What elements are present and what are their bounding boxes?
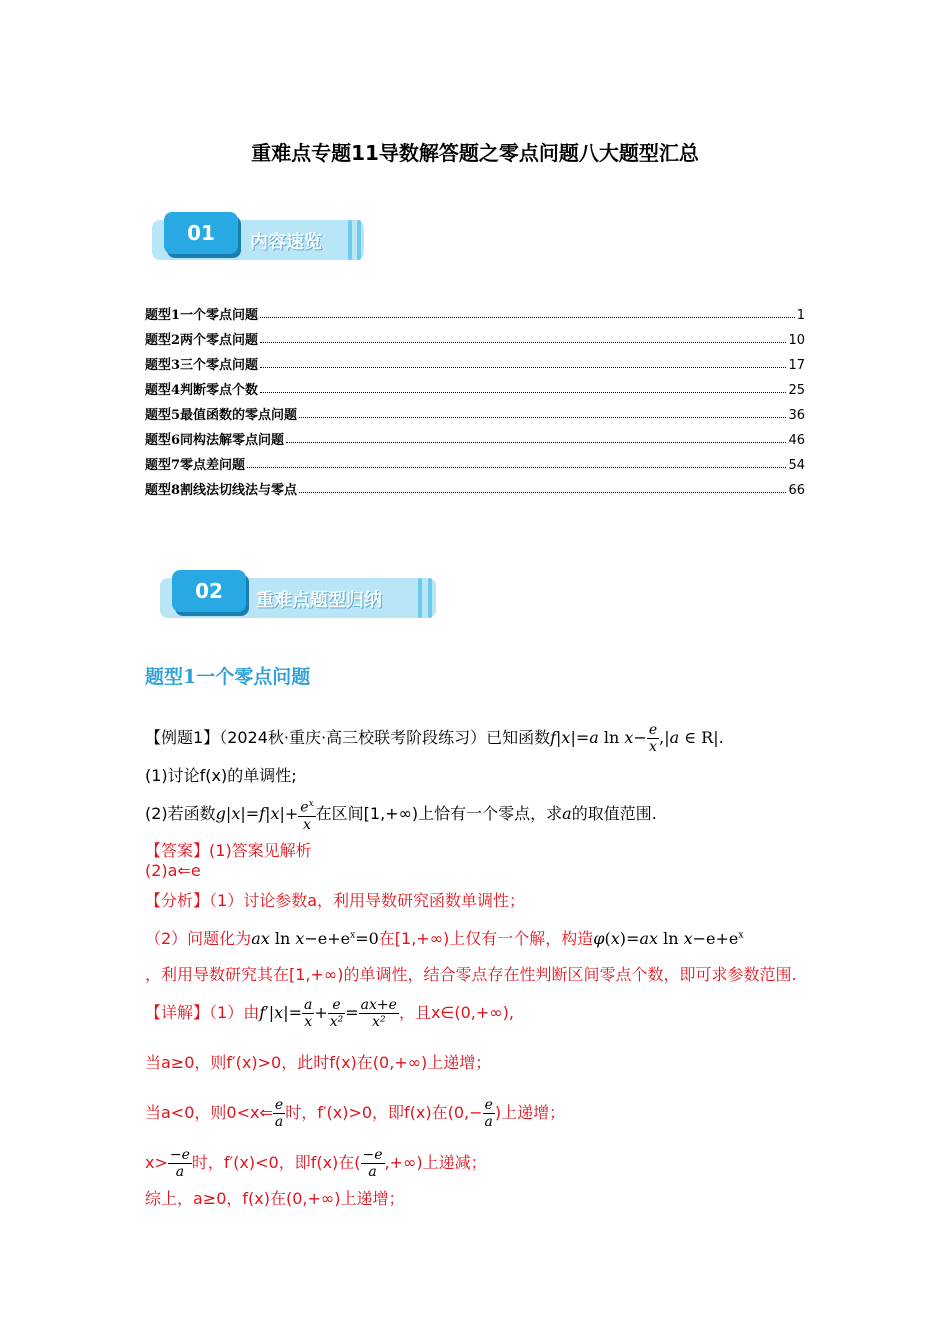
example-line: 【例题1】（2024秋·重庆·高三校联考阶段练习）已知函数f|x|=a ln x− $\frac{e}{x}$ ,|a ∈ R|.	[145, 722, 724, 755]
answer-line-1: 【答案】(1)答案见解析	[145, 841, 312, 860]
question-2: (2)若函数g|x|=f|x|+ $\frac{e^x}{x}$ 在区间[1,+∞)上恰有一个零点，求a的取值范围.	[145, 796, 657, 833]
toc-item[interactable]: 题型4判断零点个数 25	[145, 383, 805, 398]
toc-item[interactable]: 题型7零点差问题 54	[145, 458, 805, 473]
detail-line-5: 综上，a≥0，f(x)在(0,+∞)上递增；	[145, 1189, 405, 1208]
detail-line-1: 【详解】（1）由f′|x|= $\frac{a}{x}$ + $\frac{e}{\text{x²}}$ = $\frac{ax+e}{\text{x²}}$ ，且x∈(0,+∞),	[145, 997, 514, 1030]
section-badge-02	[160, 570, 442, 620]
toc-item[interactable]: 题型5最值函数的零点问题 36	[145, 408, 805, 423]
heading-type1: 题型1一个零点问题	[145, 666, 311, 688]
detail-line-3: 当a<0，则0<x⇐ $\frac{e}{a}$ 时，f′(x)>0，即f(x)在(0,− $\frac{e}{a}$ )上递增；	[145, 1097, 566, 1130]
section-number: 02	[172, 570, 246, 612]
section-number: 01	[164, 212, 238, 254]
section-badge-01	[152, 212, 372, 262]
toc-item[interactable]: 题型1一个零点问题 1	[145, 308, 805, 323]
page-title: 重难点专题11导数解答题之零点问题八大题型汇总	[251, 141, 699, 165]
toc-item[interactable]: 题型8割线法切线法与零点 66	[145, 483, 805, 498]
answer-line-2: (2)a⇐e	[145, 861, 201, 880]
toc-item[interactable]: 题型2两个零点问题 10	[145, 333, 805, 348]
section-label: 重难点题型归纳	[256, 590, 382, 611]
question-1: (1)讨论f(x)的单调性;	[145, 766, 297, 785]
toc-item[interactable]: 题型3三个零点问题 17	[145, 358, 805, 373]
analysis-line-2: （2）问题化为ax $\ln x-e+e^x=0$在[1,+∞)上仅有一个解，构造φ(x)=ax $\ln x-e+e^x$	[145, 929, 744, 948]
detail-line-2: 当a≥0，则f′(x)>0，此时f(x)在(0,+∞)上递增；	[145, 1053, 492, 1072]
section-label: 内容速览	[250, 232, 322, 253]
analysis-line-1: 【分析】（1）讨论参数a，利用导数研究函数单调性；	[145, 891, 526, 910]
table-of-contents	[145, 298, 805, 498]
analysis-line-3: ，利用导数研究其在[1,+∞)的单调性，结合零点存在性判断区间零点个数，即可求参数范围.	[145, 965, 797, 984]
detail-line-4: x> $\frac{-e}{a}$ 时，f′(x)<0，即f(x)在( $\frac{-e}{a}$ ,+∞)上递减；	[145, 1147, 487, 1180]
toc-item[interactable]: 题型6同构法解零点问题 46	[145, 433, 805, 448]
